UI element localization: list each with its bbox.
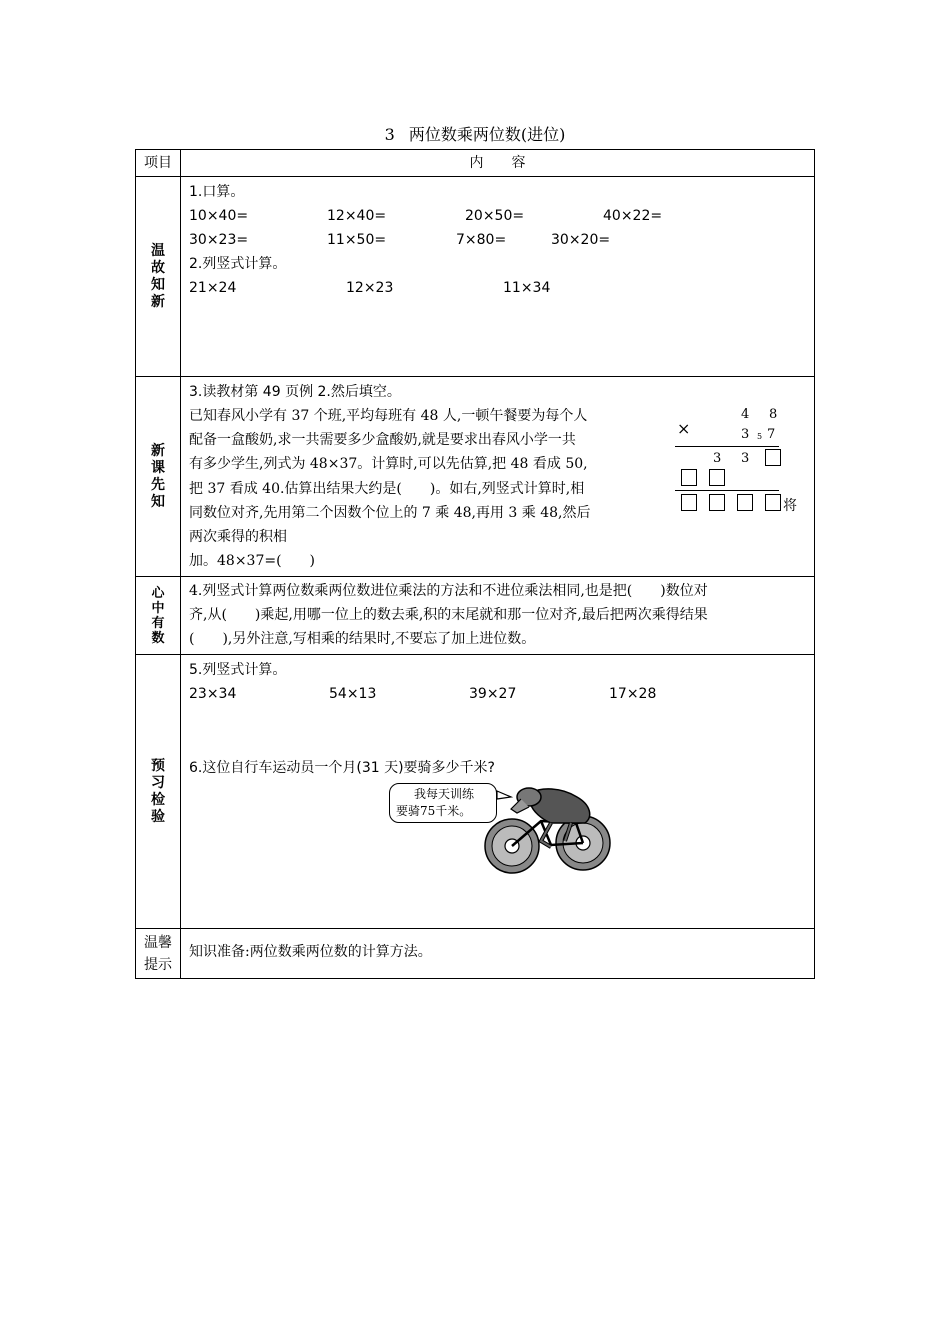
q2-title: 2.列竖式计算。 <box>189 256 287 272</box>
answer-box[interactable] <box>765 449 781 466</box>
second-digit: 3 <box>741 427 750 442</box>
q3-line: 把 37 看成 40.估算出结果大约是( )。如右,列竖式计算时,相 <box>189 480 585 497</box>
answer-box[interactable] <box>709 469 725 486</box>
q1-row1-item: 20×50= <box>465 208 525 224</box>
q2-item: 21×24 <box>189 280 237 296</box>
tip-content <box>181 929 815 979</box>
q1-row2-item: 7×80= <box>456 232 507 248</box>
mind-label-cell <box>136 577 181 655</box>
answer-box[interactable] <box>681 469 697 486</box>
q4-line: ( ),另外注意,写相乘的结果时,不要忘了加上进位数。 <box>189 631 536 648</box>
review-content <box>181 177 815 377</box>
title-text: 两位数乘两位数(进位) <box>408 125 566 144</box>
q5-row <box>189 682 806 706</box>
q5-item: 17×28 <box>609 686 657 703</box>
tip-label: 温馨提示 <box>144 934 172 973</box>
q6-title: 6.这位自行车运动员一个月(31 天)要骑多少千米? <box>189 760 495 777</box>
mind-label: 心中有数 <box>151 585 165 646</box>
q5-item: 23×34 <box>189 686 237 703</box>
partial-digit: 3 <box>741 451 750 466</box>
q1-title: 1.口算。 <box>189 184 245 200</box>
second-digit: 7 <box>767 427 776 442</box>
q2-item: 11×34 <box>503 280 551 296</box>
q4-line: 4.列竖式计算两位数乘两位数进位乘法的方法和不进位乘法相同,也是把( )数位对 <box>189 583 708 600</box>
preview-label-cell <box>136 377 181 577</box>
cyclist-illustration <box>481 783 616 875</box>
answer-box[interactable] <box>709 494 725 511</box>
check-label-cell <box>136 655 181 929</box>
rule-line <box>675 490 779 491</box>
answer-box[interactable] <box>765 494 781 511</box>
tip-text: 知识准备:两位数乘两位数的计算方法。 <box>189 944 432 961</box>
q1-row2-item: 11×50= <box>327 232 387 248</box>
bubble-line: 要骑75千米。 <box>396 804 472 819</box>
title-number: 3 <box>384 125 395 144</box>
q3-line: 加。48×37=( ) <box>189 553 316 570</box>
q1-row2 <box>189 228 806 252</box>
q3-line: 有多少学生,列式为 48×37。计算时,可以先估算,把 48 看成 50, <box>189 456 588 473</box>
mind-row <box>136 577 815 655</box>
partial-digit: 3 <box>713 451 722 466</box>
q3-line: 同数位对齐,先用第二个因数个位上的 7 乘 48,再用 3 乘 48,然后 <box>189 504 591 521</box>
q5-title: 5.列竖式计算。 <box>189 662 287 679</box>
q3-line: 已知春风小学有 37 个班,平均每班有 48 人,一顿午餐要为每个人 <box>189 408 588 424</box>
rule-line <box>675 446 779 447</box>
top-digit: 4 <box>741 407 750 422</box>
q1-row1-item: 40×22= <box>603 208 663 224</box>
answer-box[interactable] <box>737 494 753 511</box>
q1-row2-item: 30×20= <box>551 232 611 248</box>
mind-content <box>181 577 815 655</box>
header-col1: 项目 <box>136 150 181 177</box>
preview-row <box>136 377 815 577</box>
carry-digit: 5 <box>757 432 763 441</box>
check-content <box>181 655 815 929</box>
q3-title: 3.读教材第 49 页例 2.然后填空。 <box>189 384 401 400</box>
preview-label: 新课先知 <box>151 442 165 510</box>
bubble-line: 我每天训练 <box>414 787 475 802</box>
times-sign: × <box>677 419 691 438</box>
check-row <box>136 655 815 929</box>
tip-label-cell <box>136 929 181 979</box>
q3-line: 两次乘得的积相 <box>189 529 287 546</box>
vertical-multiplication <box>673 405 803 515</box>
q5-item: 54×13 <box>329 686 377 703</box>
top-digit: 8 <box>769 407 778 422</box>
q1-row1-item: 10×40= <box>189 208 249 224</box>
trailing-word: 将 <box>783 498 797 514</box>
q1-row1 <box>189 204 806 228</box>
review-label: 温故知新 <box>151 242 165 310</box>
header-col2: 内 容 <box>181 150 815 177</box>
review-label-cell <box>136 177 181 377</box>
check-label: 预习检验 <box>151 757 165 825</box>
q2-item: 12×23 <box>346 280 394 296</box>
worksheet-table <box>135 149 815 979</box>
page-title <box>135 124 815 146</box>
q5-item: 39×27 <box>469 686 517 703</box>
q1-row1-item: 12×40= <box>327 208 387 224</box>
q3-line: 配备一盒酸奶,求一共需要多少盒酸奶,就是要求出春风小学一共 <box>189 432 576 449</box>
q1-row2-item: 30×23= <box>189 232 249 248</box>
answer-box[interactable] <box>681 494 697 511</box>
review-row <box>136 177 815 377</box>
header-row <box>136 150 815 177</box>
tip-row <box>136 929 815 979</box>
q4-line: 齐,从( )乘起,用哪一位上的数去乘,积的末尾就和那一位对齐,最后把两次乘得结果 <box>189 607 708 624</box>
q2-row <box>189 276 806 300</box>
preview-content <box>181 377 815 577</box>
